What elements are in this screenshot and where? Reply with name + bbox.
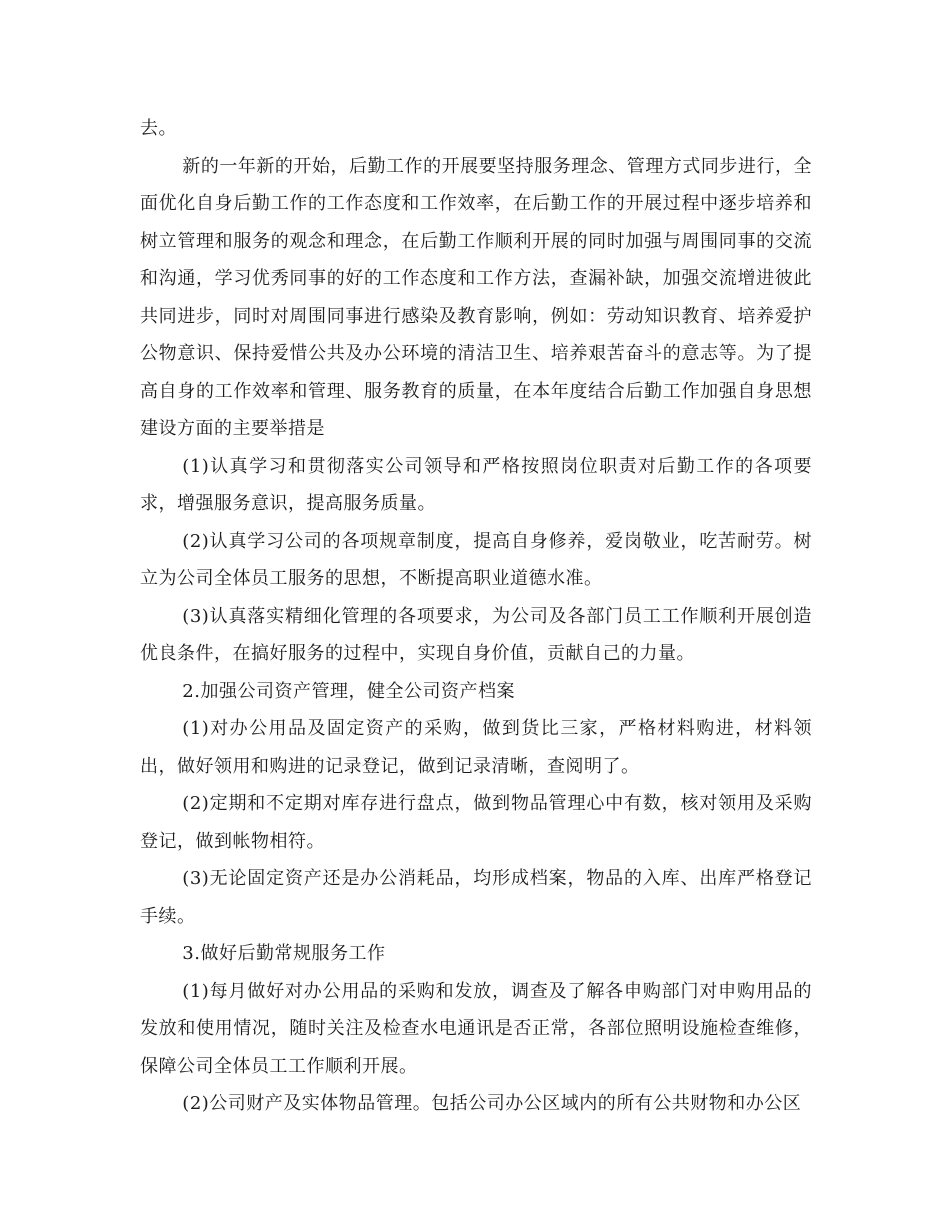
paragraph-item-2-2: (2)定期和不定期对库存进行盘点，做到物品管理心中有数，核对领用及采购登记，做到帐物相符。 <box>140 793 812 852</box>
paragraph-item-3-2: (2)公司财产及实体物品管理。包括公司办公区域内的所有公共财物和办公区 <box>182 1093 802 1114</box>
paragraph-item-2-3: (3)无论固定资产还是办公消耗品，均形成档案，物品的入库、出库严格登记手续。 <box>140 868 812 927</box>
section-heading-3: 3.做好后勤常规服务工作 <box>182 943 386 964</box>
paragraph-continuation: 去。 <box>140 118 177 139</box>
paragraph-item-3-1: (1)每月做好对办公用品的采购和发放，调查及了解各申购部门对申购用品的发放和使用情况，随时关注及检查水电通讯是否正常，各部位照明设施检查维修，保障公司全体员工工作顺利开展。 <box>140 980 812 1077</box>
paragraph-item-1-2: (2)认真学习公司的各项规章制度，提高自身修养，爱岗敬业，吃苦耐劳。树立为公司全体员工服务的思想，不断提高职业道德水准。 <box>140 530 812 589</box>
paragraph-item-2-1: (1)对办公用品及固定资产的采购，做到货比三家，严格材料购进，材料领出，做好领用和购进的记录登记，做到记录清晰，查阅明了。 <box>140 718 812 777</box>
paragraph-item-1-1: (1)认真学习和贯彻落实公司领导和严格按照岗位职责对后勤工作的各项要求，增强服务意识，提高服务质量。 <box>140 455 812 514</box>
paragraph-intro: 新的一年新的开始，后勤工作的开展要坚持服务理念、管理方式同步进行，全面优化自身后勤工作的工作态度和工作效率，在后勤工作的开展过程中逐步培养和树立管理和服务的观念和理念，在后勤工作顺利开展的同时加强与周围同事的交流和沟通，学习优秀同事的好的工作态度和工作方法，查漏补缺，加强交流增进彼此共同进步，同时对周围同事进行感染及教育影响，例如：劳动知识教育、培养爱护公物意识、保持爱惜公共及办公环境的清洁卫生、培养艰苦奋斗的意志等。为了提高自身的工作效率和管理、服务教育的质量，在本年度结合后勤工作加强自身思想建设方面的主要举措是 <box>140 155 812 439</box>
paragraph-item-1-3: (3)认真落实精细化管理的各项要求，为公司及各部门员工工作顺利开展创造优良条件，在搞好服务的过程中，实现自身价值，贡献自己的力量。 <box>140 605 812 664</box>
section-heading-2: 2.加强公司资产管理，健全公司资产档案 <box>182 680 515 702</box>
document-body <box>140 110 812 1123</box>
